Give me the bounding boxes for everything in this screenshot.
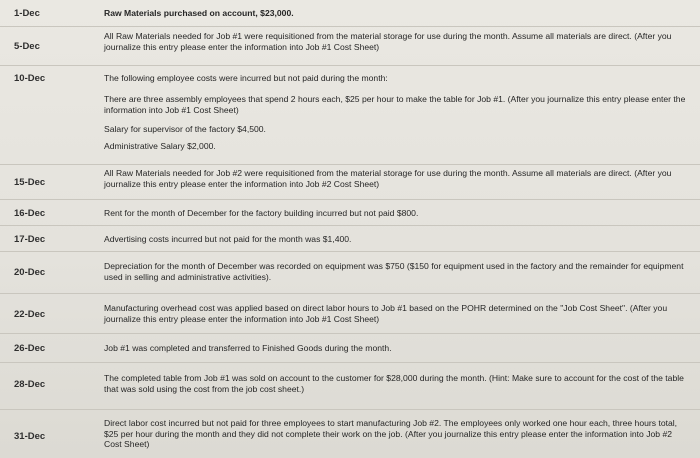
entry-description xyxy=(104,373,686,394)
entry-paragraph: Depreciation for the month of December was recorded on equipment was $750 ($150 for equipment used in the factory and the remainder for equipment used in selling and administrative activities). xyxy=(104,261,684,282)
entry-row xyxy=(0,0,700,27)
entry-paragraph: The completed table from Job #1 was sold on account to the customer for $28,000 during the month. (Hint: Make sure to account for the cost of the table that was sold using the cost from the job cost sheet.) xyxy=(104,373,684,394)
entry-paragraph: Job #1 was completed and transferred to Finished Goods during the month. xyxy=(104,343,392,353)
entry-paragraph: There are three assembly employees that spend 2 hours each, $25 per hour to make the table for Job #1. (After you journalize this entry please enter the information into Job #1 Cost Sheet) xyxy=(104,94,686,115)
entry-date: 15-Dec xyxy=(14,177,46,188)
entry-paragraph: The following employee costs were incurred but not paid during the month: xyxy=(104,73,388,83)
entry-description xyxy=(104,207,686,219)
entry-date: 10-Dec xyxy=(14,73,46,84)
entry-row xyxy=(0,363,700,410)
entry-paragraph: Direct labor cost incurred but not paid for three employees to start manufacturing Job #2. The employees only worked one hour each, three hours total, $25 per hour during the month and they did not complete their work on the job. (After you journalize this entry please enter the information into Job #2 Cost Sheet) xyxy=(104,418,678,450)
entry-date: 17-Dec xyxy=(14,234,46,245)
entry-row xyxy=(0,200,700,226)
entry-date: 20-Dec xyxy=(14,267,46,278)
entry-description xyxy=(104,342,686,354)
entry-row xyxy=(0,226,700,252)
entry-date: 16-Dec xyxy=(14,208,46,219)
entry-paragraph: Raw Materials purchased on account, $23,000. xyxy=(104,8,294,18)
entry-description xyxy=(104,168,686,189)
entry-row xyxy=(0,165,700,200)
entry-row xyxy=(0,294,700,334)
entry-row xyxy=(0,66,700,165)
entry-description xyxy=(104,7,686,19)
entry-paragraph: All Raw Materials needed for Job #2 were requisitioned from the material storage for use during the month. Assume all materials are direct. (After you journalize this entry please enter the information into Job #2 Cost Sheet) xyxy=(104,168,672,189)
entry-date: 5-Dec xyxy=(14,41,40,52)
entry-paragraph: Administrative Salary $2,000. xyxy=(104,141,216,152)
entry-description xyxy=(104,72,686,152)
entry-paragraph: Rent for the month of December for the factory building incurred but not paid $800. xyxy=(104,208,419,218)
entry-description xyxy=(104,261,686,282)
entry-paragraph: Advertising costs incurred but not paid for the month was $1,400. xyxy=(104,234,352,244)
entry-description xyxy=(104,31,686,52)
entry-description xyxy=(104,233,686,245)
entry-date: 31-Dec xyxy=(14,431,46,442)
entry-row xyxy=(0,252,700,294)
entry-date: 22-Dec xyxy=(14,309,46,320)
entry-paragraph: Salary for supervisor of the factory $4,500. xyxy=(104,124,266,135)
entry-description xyxy=(104,418,686,450)
entry-description xyxy=(104,303,686,324)
entry-paragraph: All Raw Materials needed for Job #1 were requisitioned from the material storage for use during the month. Assume all materials are direct. (After you journalize this entry please enter the information into Job #1 Cost Sheet) xyxy=(104,31,672,52)
entry-row xyxy=(0,410,700,458)
entry-date: 28-Dec xyxy=(14,379,46,390)
entry-row xyxy=(0,334,700,363)
entry-date: 1-Dec xyxy=(14,8,40,19)
entry-date: 26-Dec xyxy=(14,343,46,354)
entry-row xyxy=(0,27,700,66)
entry-paragraph: Manufacturing overhead cost was applied based on direct labor hours to Job #1 based on the POHR determined on the "Job Cost Sheet". (After you journalize this entry please enter the information into Job #1 Cost Sheet) xyxy=(104,303,668,324)
